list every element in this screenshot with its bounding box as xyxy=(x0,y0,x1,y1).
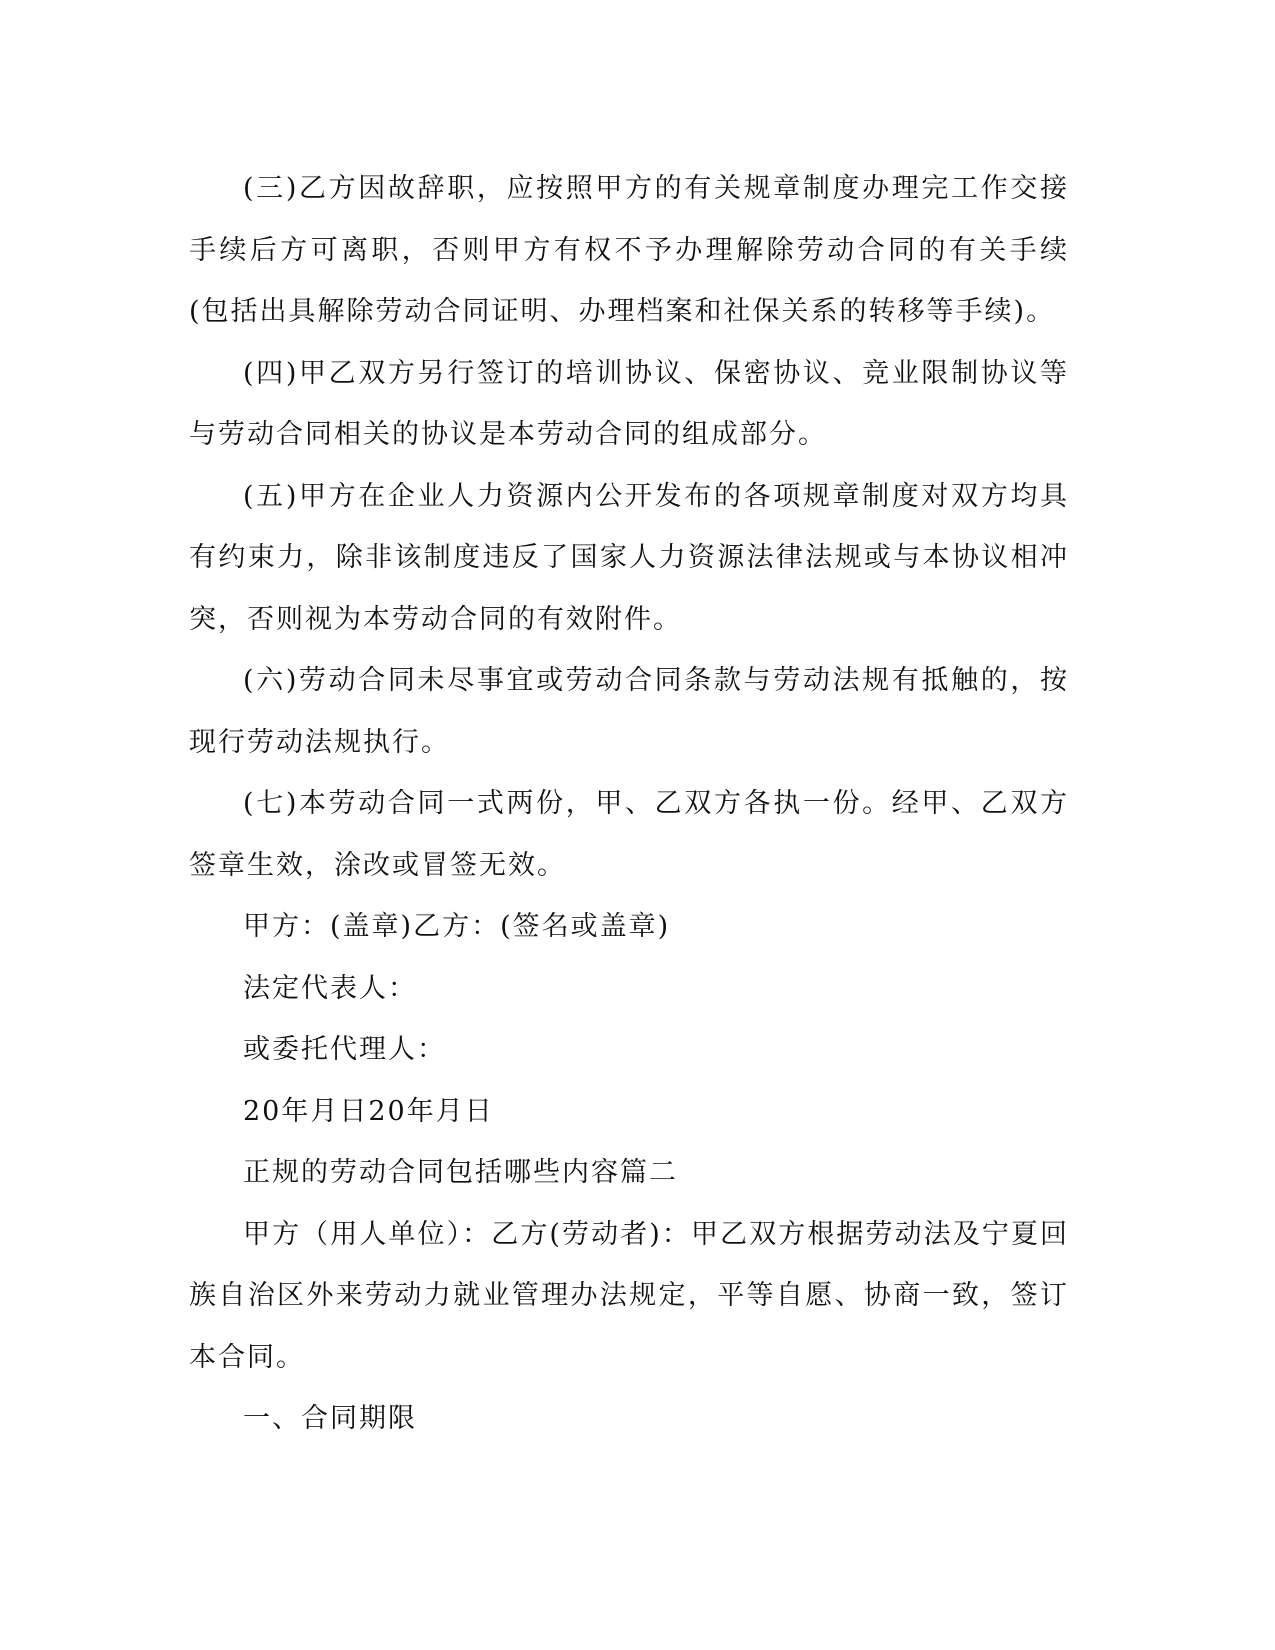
intro-paragraph: 甲方（用人单位）：乙方(劳动者)：甲乙双方根据劳动法及宁夏回族自治区外来劳动力就业管理办法规定，平等自愿、协商一致，签订本合同。 xyxy=(189,1218,1069,1373)
clause-heading: 一、合同期限 xyxy=(243,1403,417,1434)
section-title: 正规的劳动合同包括哪些内容篇二 xyxy=(243,1157,678,1188)
paragraph-clause-7: (七)本劳动合同一式两份，甲、乙双方各执一份。经甲、乙双方签章生效，涂改或冒签无效。 xyxy=(189,788,1069,881)
signature-line: 甲方：(盖章)乙方：(签名或盖章) xyxy=(243,911,671,942)
paragraph-clause-6: (六)劳动合同未尽事宜或劳动合同条款与劳动法规有抵触的，按现行劳动法规执行。 xyxy=(189,665,1069,758)
legal-representative-line: 法定代表人： xyxy=(243,972,417,1004)
paragraph-clause-3: (三)乙方因故辞职，应按照甲方的有关规章制度办理完工作交接手续后方可离职，否则甲方有权不予办理解除劳动合同的有关手续(包括出具解除劳动合同证明、办理档案和社保关系的转移等手续)。 xyxy=(189,173,1069,327)
agent-line: 或委托代理人： xyxy=(243,1034,446,1065)
date-line: 20年月日20年月日 xyxy=(243,1095,494,1127)
paragraph-clause-5: (五)甲方在企业人力资源内公开发布的各项规章制度对双方均具有约束力，除非该制度违反了国家人力资源法律法规或与本协议相冲突，否则视为本劳动合同的有效附件。 xyxy=(189,480,1069,635)
paragraph-clause-4: (四)甲乙双方另行签订的培训协议、保密协议、竞业限制协议等与劳动合同相关的协议是本劳动合同的组成部分。 xyxy=(189,357,1069,450)
document-body xyxy=(189,158,1069,1450)
